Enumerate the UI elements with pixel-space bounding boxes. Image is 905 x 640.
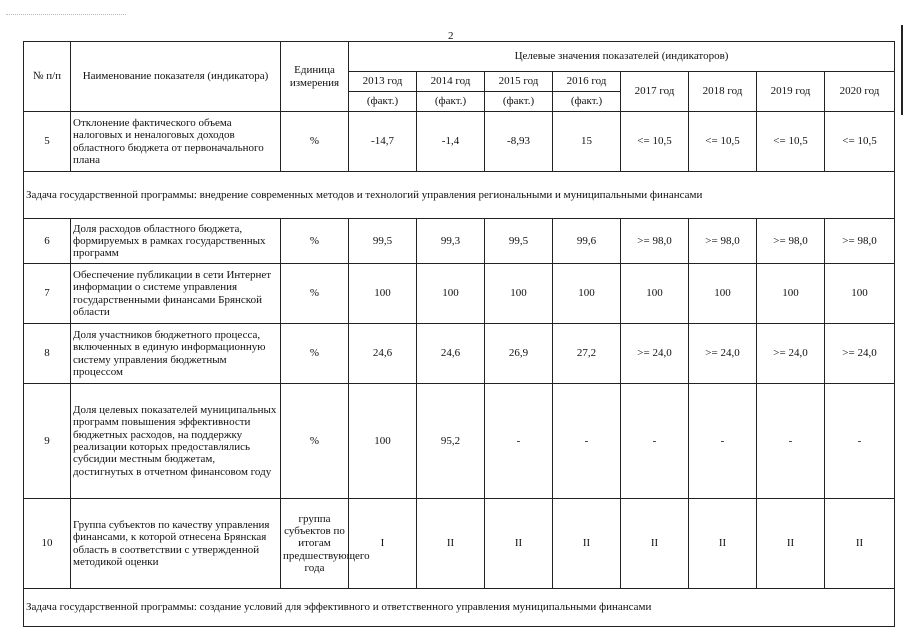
row-value: <= 10,5 (825, 112, 895, 172)
row-num: 5 (24, 112, 71, 172)
row-value: I (349, 499, 417, 589)
row-value: 26,9 (485, 324, 553, 384)
header-unit: Единица измерения (281, 42, 349, 112)
task-row (24, 589, 895, 627)
row-value: >= 24,0 (621, 324, 689, 384)
row-value: - (621, 384, 689, 499)
row-name: Отклонение фактического объема налоговых и неналоговых доходов областного бюджета от первоначального плана (71, 112, 281, 172)
table-row (24, 264, 895, 324)
row-value: II (417, 499, 485, 589)
header-year-2017: 2017 год (621, 72, 689, 112)
row-num: 10 (24, 499, 71, 589)
row-num: 8 (24, 324, 71, 384)
row-value: >= 24,0 (757, 324, 825, 384)
row-unit: % (281, 324, 349, 384)
row-value: 100 (485, 264, 553, 324)
table-row (24, 384, 895, 499)
row-unit: группа субъектов по итогам предшествующего года (281, 499, 349, 589)
task-description: Задача государственной программы: внедрение современных методов и технологий управления региональными и муниципальными финансами (24, 172, 895, 219)
row-name: Доля целевых показателей муниципальных программ повышения эффективности бюджетных расходов, на поддержку реализации которых предоставлялись субсидии местным бюджетам, достигнутых в отчетном финансовом году (71, 384, 281, 499)
row-unit: % (281, 384, 349, 499)
row-value: >= 98,0 (689, 219, 757, 264)
row-value: - (485, 384, 553, 499)
row-num: 9 (24, 384, 71, 499)
row-value: <= 10,5 (689, 112, 757, 172)
header-year-2019: 2019 год (757, 72, 825, 112)
row-value: 100 (553, 264, 621, 324)
page-edge-line (901, 25, 903, 115)
row-name: Доля участников бюджетного процесса, включенных в единую информационную систему управления бюджетным процессом (71, 324, 281, 384)
row-value: II (621, 499, 689, 589)
row-value: 24,6 (417, 324, 485, 384)
row-value: 100 (825, 264, 895, 324)
header-row-1 (24, 42, 895, 72)
row-value: - (689, 384, 757, 499)
row-value: 15 (553, 112, 621, 172)
header-year-2020: 2020 год (825, 72, 895, 112)
row-value: >= 24,0 (689, 324, 757, 384)
page-number: 2 (448, 30, 454, 42)
row-value: 99,5 (485, 219, 553, 264)
row-value: -8,93 (485, 112, 553, 172)
row-value: 100 (417, 264, 485, 324)
row-value: 100 (757, 264, 825, 324)
row-value: >= 98,0 (825, 219, 895, 264)
table-row (24, 324, 895, 384)
row-name: Группа субъектов по качеству управления финансами, к которой отнесена Брянская область в соответствии с утвержденной методикой оценки (71, 499, 281, 589)
row-value: >= 98,0 (757, 219, 825, 264)
row-value: 95,2 (417, 384, 485, 499)
header-year-2016: 2016 год (553, 72, 621, 92)
row-value: 100 (349, 384, 417, 499)
row-value: 99,6 (553, 219, 621, 264)
row-num: 6 (24, 219, 71, 264)
task-description: Задача государственной программы: создание условий для эффективного и ответственного управления муниципальными финансами (24, 589, 895, 627)
header-fact-2013: (факт.) (349, 92, 417, 112)
row-value: <= 10,5 (621, 112, 689, 172)
row-unit: % (281, 219, 349, 264)
header-name: Наименование показателя (индикатора) (71, 42, 281, 112)
indicators-table (23, 41, 895, 627)
row-unit: % (281, 264, 349, 324)
row-num: 7 (24, 264, 71, 324)
row-value: 100 (689, 264, 757, 324)
row-value: II (825, 499, 895, 589)
row-value: II (689, 499, 757, 589)
row-value: - (757, 384, 825, 499)
row-name: Обеспечение публикации в сети Интернет информации о системе управления государственными финансами Брянской области (71, 264, 281, 324)
row-value: 27,2 (553, 324, 621, 384)
header-year-2015: 2015 год (485, 72, 553, 92)
row-value: <= 10,5 (757, 112, 825, 172)
row-value: >= 98,0 (621, 219, 689, 264)
table-row (24, 219, 895, 264)
header-fact-2016: (факт.) (553, 92, 621, 112)
header-fact-2014: (факт.) (417, 92, 485, 112)
header-num: № п/п (24, 42, 71, 112)
header-year-2013: 2013 год (349, 72, 417, 92)
row-value: 24,6 (349, 324, 417, 384)
row-value: 100 (621, 264, 689, 324)
row-value: 100 (349, 264, 417, 324)
header-targets: Целевые значения показателей (индикаторов) (349, 42, 895, 72)
row-value: II (553, 499, 621, 589)
row-value: -1,4 (417, 112, 485, 172)
row-value: II (485, 499, 553, 589)
row-value: 99,3 (417, 219, 485, 264)
row-value: - (825, 384, 895, 499)
row-unit: % (281, 112, 349, 172)
header-fact-2015: (факт.) (485, 92, 553, 112)
task-row (24, 172, 895, 219)
scan-artifact (6, 14, 126, 18)
row-value: 99,5 (349, 219, 417, 264)
row-value: II (757, 499, 825, 589)
row-value: >= 24,0 (825, 324, 895, 384)
header-year-2014: 2014 год (417, 72, 485, 92)
header-year-2018: 2018 год (689, 72, 757, 112)
row-value: - (553, 384, 621, 499)
row-value: -14,7 (349, 112, 417, 172)
row-name: Доля расходов областного бюджета, формируемых в рамках государственных программ (71, 219, 281, 264)
table-row (24, 499, 895, 589)
table-row (24, 112, 895, 172)
